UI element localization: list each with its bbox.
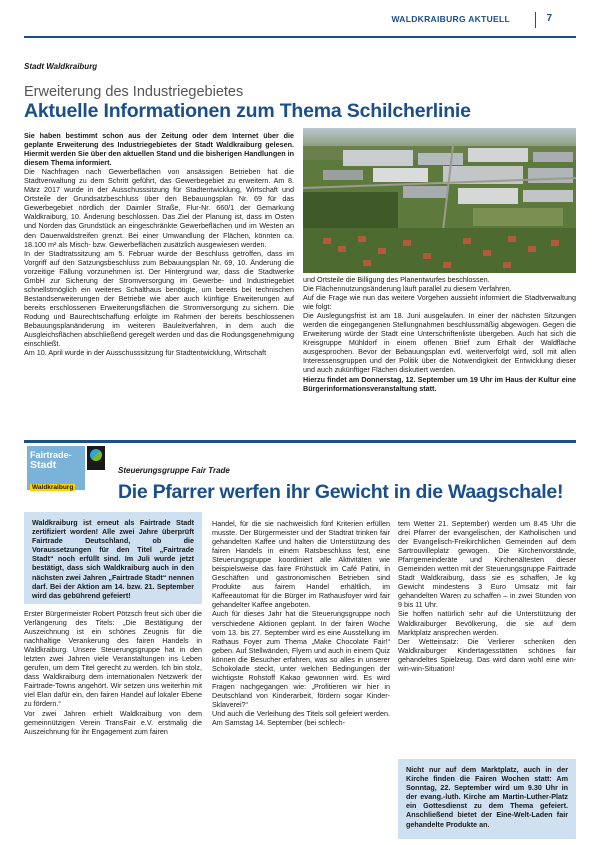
article2-paragraph: Und auch die Verleihung des Titels soll gefeiert werden. Am Samstag 14. September (bei schlech-	[212, 708, 390, 728]
article-separator	[24, 440, 576, 443]
article1-subtitle: Erweiterung des Industriegebietes	[24, 84, 244, 100]
article1-paragraph: Die Auslegungsfrist ist am 18. Juni ausgelaufen. In einer der nächsten Sitzungen werden die eingegangenen Stellungnahmen beschlussmäßig abgewogen. Gegen die Erweiterung würde der Stadt eine Unterschriftenliste übergeben. Auch hat sich die Kreisgruppe Mühldorf in einem offenen Brief zum Erhalt der Waldfläche ausgesprochen. Bevor der Bebauungsplan evtl. weiterverfolgt wird, soll mit allen Interessensgruppen und der Politik über die Notwendigkeit der Entwicklung dieser und auch zukünftiger Flächen diskutiert werden.	[303, 311, 576, 375]
article2-paragraph: Erster Bürgermeister Robert Pötzsch freut sich über die Verlängerung des Titels: „Die Bestätigung der Auszeichnung ist ein schönes Zeugnis für die nachhaltige Verankerung des fairen Handels in Waldkraiburg. Unsere Steuerungsgruppe hat in den letzten zwei Jahren viele Veranstaltungen ins Leben gerufen, um dem Titel gerecht zu werden. Ich bin stolz, dass Waldkraiburg dem internationalen Netzwerk der Fairtrade-Towns angehört. Wir setzen uns weiterhin mit viel Elan dafür ein, den fairen Handel auf lokaler Ebene zu fördern.“	[24, 609, 202, 709]
header-rule	[24, 36, 576, 38]
header-divider	[535, 12, 536, 28]
article1-kicker: Stadt Waldkraiburg	[24, 62, 98, 71]
fairtrade-mark-icon	[87, 446, 105, 470]
article2-paragraph: Auch für dieses Jahr hat die Steuerungsgruppe noch verschiedene Aktionen geplant. In der fairen Woche vom 13. bis 27. September wird es eine Ausstellung im Rathaus Foyer zum Thema „Make Chocolate Fair!“ geben. Auf Stellwänden, Flyern und auch in einem Quiz können die Besucher erfahren, was so alles in unserer Schokolade steckt, unter welchen Bedingungen der wichtigste Rohstoff Kakao gewonnen wird. Es wird Fragen nachgegangen wie: „Profitieren wir hier in Deutschland von Kinderarbeit, fördern sogar Kinder-Sklaverei?“	[212, 609, 390, 709]
article1-paragraph: Die Nachfragen nach Gewerbeflächen von ansässigen Betrieben hat die Stadtverwaltung zu dem Schritt geführt, das Gewerbegebiet zu erweitern. Am 8. März 2017 wurde in der Ausschusssitzung für Stadtentwicklung, Wirtschaft und Ortsteile der Grundsatzbeschluss über den Bebauungsplan Nr. 69 für das Gewerbegebiet nördlich der Daimler Straße, Flur-Nr. 660/1 der Gemarkung Waldkraiburg, 10. Änderung beschlossen. Das Ziel der Planung ist, dass im Osten und Norden das Grundstück an eingeschränkte Gewerbeflächen und im Westen an den Dauerwaldstreifen grenzt. Bei einer Umwandlung der Flächen, könnten ca. 18.100 m² als Misch- bzw. Gewerbeflächen zusätzlich ausgewiesen werden.	[24, 167, 294, 249]
article2-paragraph: Vor zwei Jahren erhielt Waldkraiburg von dem gemeinnützigen Verein TransFair e.V. erstmalig die Auszeichnung für ihr Engagement zum fairen	[24, 708, 202, 736]
intro-box: Waldkraiburg ist erneut als Fairtrade Stadt zertifiziert worden! Alle zwei Jahre überprüft Fairtrade Deutschland, ob die Voraussetzungen für den Titel „Fairtrade Stadt“ noch erfüllt sind. Im Juli wurde jetzt bestätigt, dass sich Waldkraiburg auch in den nächsten zwei Jahren „Fairtrade Stadt“ nennen darf. Bei der Aktion am 14. bzw. 21. September wird das gebührend gefeiert!	[24, 512, 202, 604]
article1-paragraph: und Ortsteile die Billigung des Planentwurfes beschlossen.	[303, 275, 490, 284]
article2-paragraph: Handel, für die sie nachweislich fünf Kriterien erfüllen musste. Der Bürgermeister und der Stadtrat trinken fair gehandelten Kaffee und halten die Unterstützung des fairen Handels in einem Ratsbeschluss fest, eine Steuerungsgruppe koordiniert alle Aktivitäten wie beispielsweise das faire Frühstück im Café Patini, in Geschäften und gastronomischen Betrieben sind Produkte aus fairem Handel erhältlich, im Kaffeeautomat für die Bürger im Rathausfoyer wird fair gehandelter Kaffee angeboten.	[212, 519, 390, 610]
article1-intro: Sie haben bestimmt schon aus der Zeitung oder dem Internet über die geplante Erweiterung des Industriegebietes der Stadt Waldkraiburg gelesen. Hiermit werden Sie über den aktuellen Stand und die bisherigen Handlungen in diesem Thema informiert.	[24, 131, 294, 168]
article2-column-2	[212, 519, 390, 839]
article1-paragraph: Die Flächennutzungsänderung läuft parallel zu diesem Verfahren.	[303, 284, 512, 294]
article2-column-1	[24, 609, 202, 839]
section-title: WALDKRAIBURG AKTUELL	[391, 14, 510, 24]
logo-line1: Fairtrade-	[30, 450, 72, 460]
article2-kicker: Steuerungsgruppe Fair Trade	[118, 466, 230, 475]
article1-title: Aktuelle Informationen zum Thema Schilcherlinie	[24, 100, 471, 122]
article1-right-column	[303, 275, 576, 435]
article1-left-column	[24, 131, 294, 417]
aerial-photo-image	[303, 128, 576, 273]
aerial-photo-industrial-area	[303, 128, 576, 273]
event-announcement: Hierzu findet am Donnerstag, 12. September um 19 Uhr im Haus der Kultur eine Bürgerinformationsveranstaltung statt.	[303, 374, 576, 393]
article2-title: Die Pfarrer werfen ihr Gewicht in die Waagschale!	[118, 481, 564, 503]
article2-paragraph: tem Wetter 21. September) werden um 8.45 Uhr die drei Pfarrer der evangelischen, der Katholischen und der Evangelisch-Freikirchlichen Gemeinden auf dem Sartrouvilleplatz gewogen. Die Kirchenvorstände, Pfarrgemeinderäte und Kirchenältesten dieser Gemeinden wetten mit der Steuerungsgruppe Fairtrade Stadt Waldkraiburg, dass sie es schaffen, Je kg Gewicht mindestens 3 Euro Umsatz mit fair gehandelten Waren zu schaffen – in zwei Stunden von 9 bis 11 Uhr.	[398, 519, 576, 610]
article1-paragraph: In der Stadtratssitzung am 5. Februar wurde der Beschluss getroffen, dass im Vorgriff auf den Satzungsbeschluss zum Bebauungsplan Nr. 69, 10. Änderung die vorzeitige Fällung vorzunehmen ist. Der Hintergrund war, dass die Stadtwerke GmbH zur Sicherung der Stromversorgung im Gewerbe- und Industriegebiet schnellstmöglich ein weiteres Schalthaus benötigte, um bereits bei technischen Bestandserweiterungen der Betriebe wie aber auch künftige Erweiterungen auf bereits erschlossenen Erweiterungsflächen die Stromversorgung zu sichern. Die Rodung und Baurechtschaffung erfolgte im Rahmen der bereits beschlossenen Bebauungsplanänderung im weiteren Bauleitverfahren, in dem auch die Ausgleichsflächen abschließend geregelt werden und das die Rodungsgenehmigung einschließt.	[24, 248, 294, 349]
logo-city: Waldkraiburg	[32, 484, 74, 491]
church-service-box: Nicht nur auf dem Marktplatz, auch in der Kirche finden die Fairen Wochen statt: Am Sonntag, 22. September wird um 9.30 Uhr in der evang.-luth. Kirche am Martin-Luther-Platz ein Gottesdienst zu dem Thema gefeiert. Anschließend bietet der Eine-Welt-Laden fair gehandelte Produkte an.	[398, 759, 576, 839]
article2-paragraph: Der Wetteinsatz: Die Verlierer schenken den Waldkraiburger Kindertagesstätten schönes fair gehandeltes Spielzeug. Das wird dann wohl eine win-win-win-Situation!	[398, 636, 576, 673]
fairtrade-town-logo	[27, 446, 105, 498]
page-number: 7	[546, 13, 552, 24]
article1-paragraph: Auf die Frage wie nun das weitere Vorgehen aussieht informiert die Stadtverwaltung wie folgt:	[303, 293, 576, 312]
article2-paragraph: Sie hoffen natürlich sehr auf die Unterstützung der Waldkraiburger Bevölkerung, die sie auf dem Marktplatz ansprechen werden.	[398, 609, 576, 637]
logo-line2: Stadt	[30, 459, 57, 471]
article2-column-3	[398, 519, 576, 739]
article1-paragraph: Am 10. April wurde in der Ausschusssitzung für Stadtentwicklung, Wirtschaft	[24, 348, 267, 358]
